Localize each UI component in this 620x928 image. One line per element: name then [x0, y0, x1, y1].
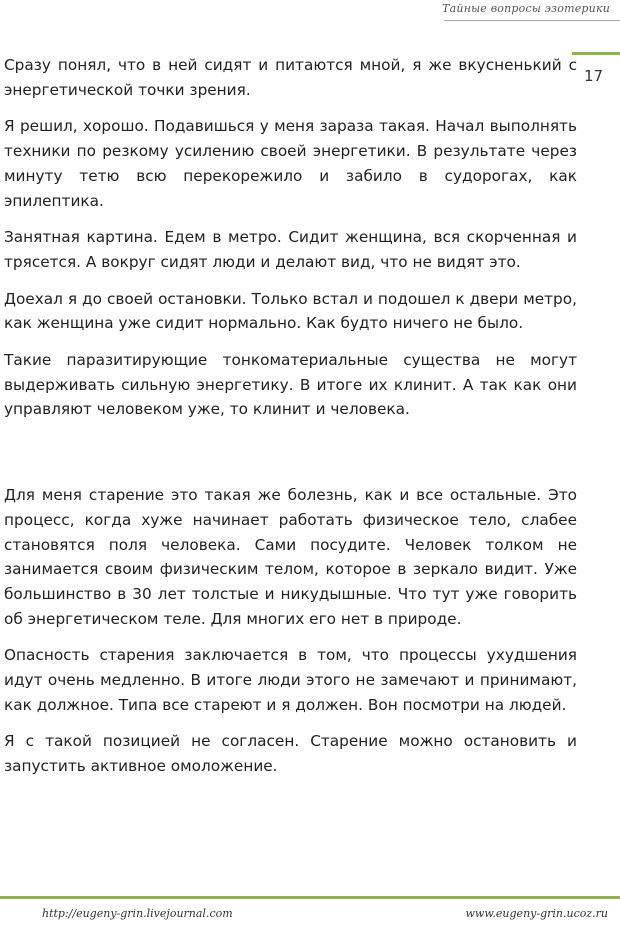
header-title: Тайные вопросы эзотерики	[442, 2, 610, 15]
paragraph: Я с такой позицией не согласен. Старение можно остановить и запустить активное омоложение.	[4, 732, 577, 776]
paragraph: Я решил, хорошо. Подавишься у меня зараза такая. Начал выполнять техники по резкому усилению своей энергетики. В результате через минуту тетю всю перекорежило и забило в судорогах, как эпилептика.	[4, 117, 577, 210]
paragraph: Такие паразитирующие тонкоматериальные существа не могут выдерживать сильную энергетику. В итоге их клинит. А так как они управляют человеком уже, то клинит и человека.	[4, 351, 577, 419]
paragraph: Сразу понял, что в ней сидят и питаются мной, я же вкусненький с энергетической точки зрения.	[4, 56, 577, 99]
footer-right-url[interactable]: www.eugeny-grin.ucoz.ru	[465, 907, 608, 920]
page-content	[4, 53, 577, 791]
page-number: 17	[584, 67, 604, 85]
paragraph: Опасность старения заключается в том, что процессы ухудшения идут очень медленно. В итоге люди этого не замечают и принимают, как должное. Типа все стареют и я должен. Вон посмотри на людей.	[4, 646, 577, 714]
paragraph: Занятная картина. Едем в метро. Сидит женщина, вся скорченная и трясется. А вокруг сидят люди и делают вид, что не видят это.	[4, 228, 577, 271]
footer-divider	[0, 896, 620, 899]
header-divider	[444, 20, 620, 21]
paragraph: Доехал я до своей остановки. Только встал и подошел к двери метро, как женщина уже сидит нормально. Как будто ничего не было.	[4, 289, 577, 333]
paragraph: Для меня старение это такая же болезнь, как и все остальные. Это процесс, когда хуже начинает работать физическое тело, слабее становятся поля человека. Сами посудите. Человек толком не занимается своим физическим телом, которое в зеркало видит. Уже большинство в 30 лет толстые и никудышные. Что тут уже говорить об энергетическом теле. Для многих его нет в природе.	[4, 486, 577, 628]
page-number-bar	[572, 52, 620, 55]
footer-left-url[interactable]: http://eugeny-grin.livejournal.com	[42, 907, 233, 920]
